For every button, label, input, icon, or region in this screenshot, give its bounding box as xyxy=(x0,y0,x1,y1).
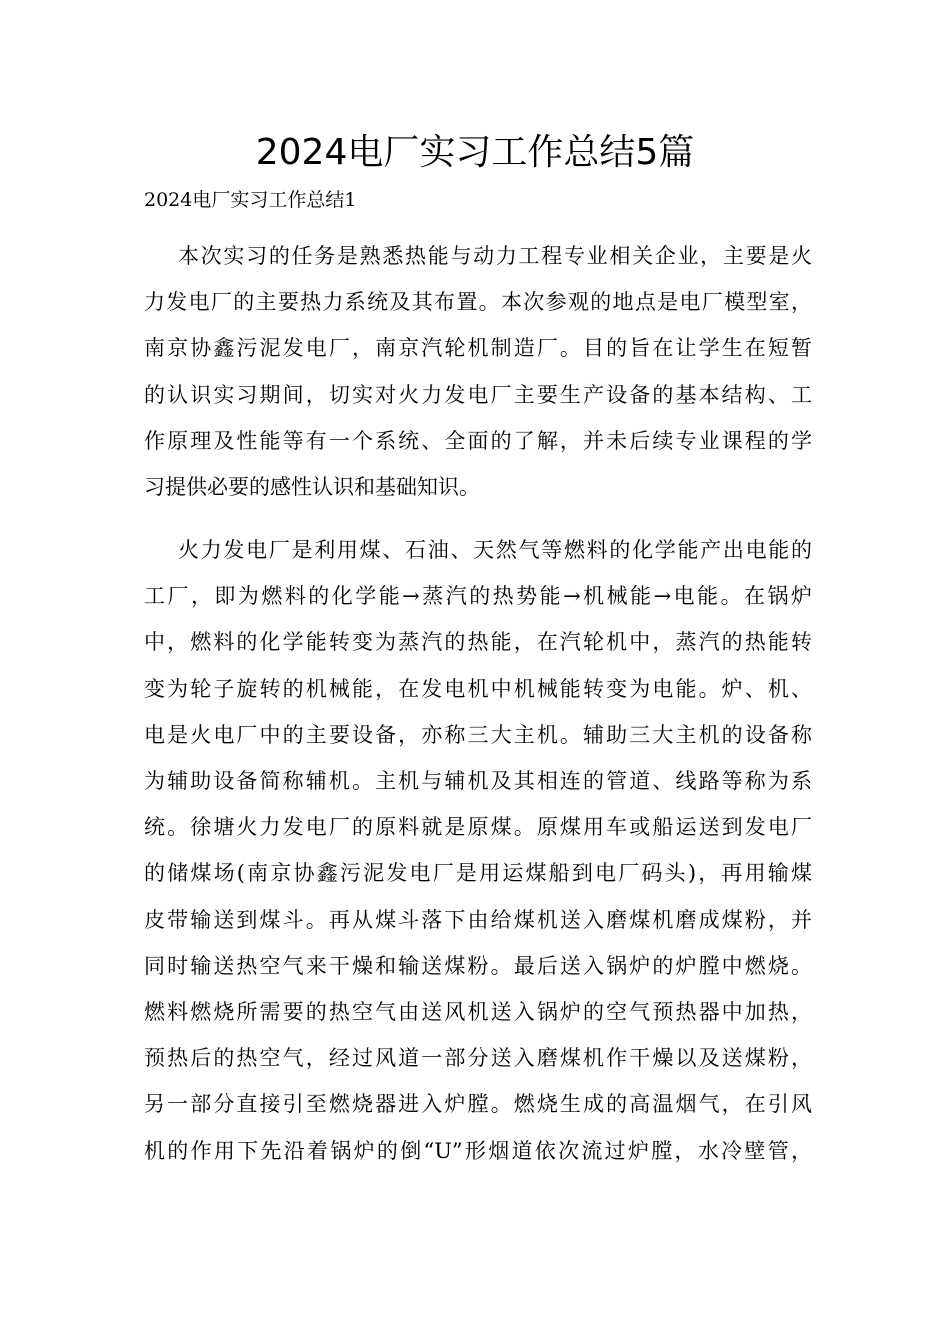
document-title: 2024电厂实习工作总结5篇 xyxy=(255,132,695,173)
paragraph-line: 中，燃料的化学能转变为蒸汽的热能，在汽轮机中，蒸汽的热能转 xyxy=(144,630,812,655)
paragraph-2 xyxy=(144,527,812,1174)
paragraph-line: 统。徐塘火力发电厂的原料就是原煤。原煤用车或船运送到发电厂 xyxy=(144,815,812,840)
paragraph-line: 燃料燃烧所需要的热空气由送风机送入锅炉的空气预热器中加热， xyxy=(144,1000,812,1025)
paragraph-line: 皮带输送到煤斗。再从煤斗落下由给煤机送入磨煤机磨成煤粉，并 xyxy=(144,907,812,932)
paragraph-line: 的认识实习期间，切实对火力发电厂主要生产设备的基本结构、工 xyxy=(144,382,812,407)
paragraph-1 xyxy=(144,233,812,510)
section-heading: 2024电厂实习工作总结1 xyxy=(144,189,357,211)
paragraph-line: 预热后的热空气，经过风道一部分送入磨煤机作干燥以及送煤粉， xyxy=(144,1046,812,1071)
paragraph-line: 另一部分直接引至燃烧器进入炉膛。燃烧生成的高温烟气，在引风 xyxy=(144,1092,812,1117)
paragraph-line: 为辅助设备简称辅机。主机与辅机及其相连的管道、线路等称为系 xyxy=(144,769,812,794)
paragraph-line: 力发电厂的主要热力系统及其布置。本次参观的地点是电厂模型室， xyxy=(144,290,812,315)
paragraph-line: 习提供必要的感性认识和基础知识。 xyxy=(144,475,480,500)
paragraph-line: 变为轮子旋转的机械能，在发电机中机械能转变为电能。炉、机、 xyxy=(144,676,812,701)
paragraph-line: 火力发电厂是利用煤、石油、天然气等燃料的化学能产出电能的 xyxy=(178,538,812,562)
paragraph-line: 工厂，即为燃料的化学能→蒸汽的热势能→机械能→电能。在锅炉 xyxy=(144,584,812,609)
paragraph-line: 同时输送热空气来干燥和输送煤粉。最后送入锅炉的炉膛中燃烧。 xyxy=(144,953,812,978)
paragraph-line: 机的作用下先沿着锅炉的倒“U”形烟道依次流过炉膛，水冷壁管， xyxy=(144,1138,812,1163)
paragraph-line: 作原理及性能等有一个系统、全面的了解，并未后续专业课程的学 xyxy=(144,428,812,453)
paragraph-line: 本次实习的任务是熟悉热能与动力工程专业相关企业，主要是火 xyxy=(178,244,812,268)
paragraph-line: 南京协鑫污泥发电厂，南京汽轮机制造厂。目的旨在让学生在短暂 xyxy=(144,336,812,361)
paragraph-line: 电是火电厂中的主要设备，亦称三大主机。辅助三大主机的设备称 xyxy=(144,722,812,747)
paragraph-line: 的储煤场(南京协鑫污泥发电厂是用运煤船到电厂码头)，再用输煤 xyxy=(144,861,812,886)
